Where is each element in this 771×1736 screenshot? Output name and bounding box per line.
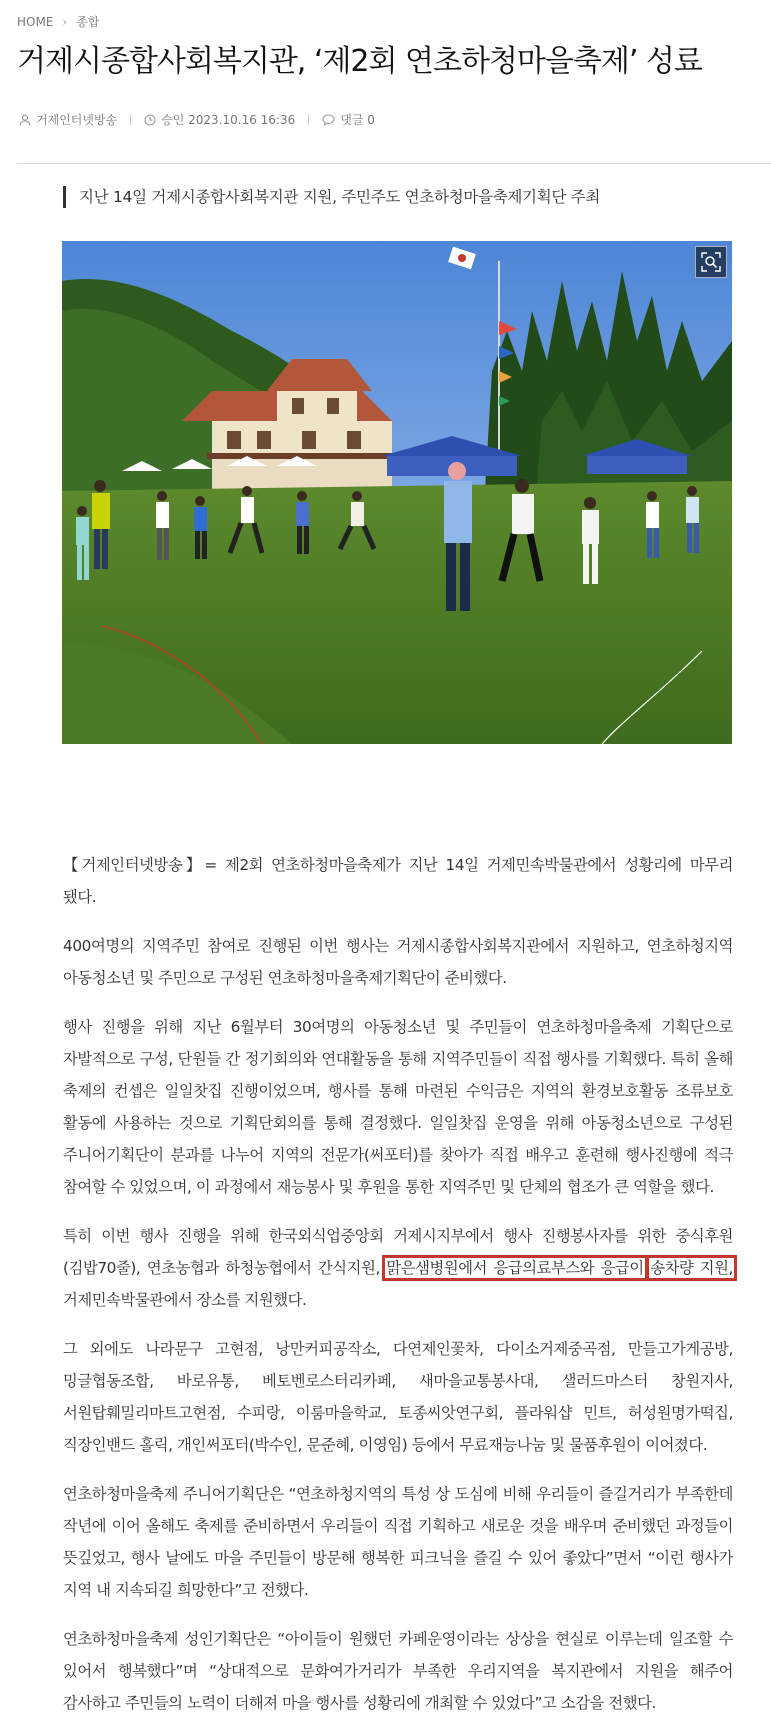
article-subtitle: 지난 14일 거제시종합사회복지관 지원, 주민주도 연초하청마을축제기획단 주최	[63, 186, 600, 208]
paragraph-text: 거제민속박물관에서 장소를 지원했다.	[63, 1291, 307, 1309]
author-meta	[19, 111, 117, 128]
article-paragraph: 【거제인터넷방송】= 제2회 연초하청마을축제가 지난 14일 거제민속박물관에서 성황리에 마무리 됐다.	[63, 856, 733, 906]
user-icon	[19, 114, 31, 126]
article-title: 거제시종합사회복지관, ‘제2회 연초하청마을축제’ 성료	[17, 44, 702, 79]
breadcrumb	[17, 13, 99, 30]
image-zoom-button[interactable]	[695, 246, 727, 278]
highlighted-text: 송차량 지원,	[650, 1259, 733, 1277]
published-date: 승인 2023.10.16 16:36	[161, 113, 296, 127]
article-paragraph-highlighted	[63, 1220, 733, 1316]
breadcrumb-section-link[interactable]: 종합	[76, 15, 100, 29]
article-meta	[19, 111, 375, 128]
article-paragraph: 그 외에도 나라문구 고현점, 낭만커피공작소, 다연제인꽃차, 다이소거제중곡점, 만들고가게공방, 밍글협동조합, 바로유통, 베토벤로스터리카페, 새마을교통봉사대, 샐러드마스터 창원지사, 서원탑훼밀리마트고현점, 수피랑, 이룸마을학교, 토종씨앗연구회, 플라워샵 민트, 허성원명가떡집, 직장인밴드 홀릭, 개인써포터(박수인, 문준혜, 이영임) 등에서 무료재능나눔 및 물품후원이 이어졌다.	[63, 1340, 733, 1454]
speech-bubble-icon	[322, 114, 335, 126]
meta-divider	[130, 114, 131, 125]
comment-count[interactable]: 댓글 0	[340, 113, 375, 127]
article-paragraph: 400여명의 지역주민 참여로 진행된 이번 행사는 거제시종합사회복지관에서 지원하고, 연초하청지역 아동청소년 및 주민으로 구성된 연초하청마을축제기획단이 준비했다.	[63, 937, 733, 987]
author-name: 거제인터넷방송	[36, 113, 118, 127]
festival-photo-illustration	[62, 241, 732, 744]
breadcrumb-home-link[interactable]: HOME	[17, 14, 54, 29]
article-paragraph: 행사 진행을 위해 지난 6월부터 30여명의 아동청소년 및 주민들이 연초하청마을축제 기획단으로 자발적으로 구성, 단원들 간 정기회의와 연대활동을 통해 지역주민들이 직접 행사를 기획했다. 특히 올해 축제의 컨셉은 일일찻집 진행이었으며, 행사를 통해 마련된 수익금은 지역의 환경보호활동 조류보호 활동에 사용하는 것으로 기획단회의를 통해 결정했다. 일일찻집 운영을 위해 아동청소년으로 구성된 주니어기획단이 분과를 나누어 지역의 전문가(써포터)를 찾아가 직접 배우고 훈련해 행사진행에 적극 참여할 수 있었으며, 이 과정에서 재능봉사 및 후원을 통한 지역주민 및 단체의 협조가 큰 역할을 했다.	[63, 1018, 733, 1196]
comments-meta[interactable]	[322, 111, 375, 128]
highlighted-text: 맑은샘병원에서 응급의료부스와 응급이	[386, 1259, 644, 1277]
article-paragraph: 연초하청마을축제 성인기획단은 “아이들이 원했던 카페운영이라는 상상을 현실로 이루는데 일조할 수 있어서 행복했다”며 “상대적으로 문화여가거리가 부족한 우리지역을 복지관에서 지원을 해주어 감사하고 주민들의 노력이 더해져 마을 행사를 성황리에 개최할 수 있었다”고 소감을 전했다.	[63, 1630, 733, 1712]
header-divider	[17, 163, 771, 164]
meta-divider	[308, 114, 309, 125]
magnifier-icon	[701, 252, 721, 272]
clock-icon	[144, 114, 156, 126]
chevron-right-icon: ›	[62, 14, 68, 29]
article-paragraph: 연초하청마을축제 주니어기획단은 “연초하청지역의 특성 상 도심에 비해 우리들이 즐길거리가 부족한데 작년에 이어 올해도 축제를 준비하면서 우리들이 직접 기획하고 새로운 것을 배우며 준비했던 과정들이 뜻깊었고, 행사 날에도 마을 주민들이 방문해 행복한 피크닉을 즐길 수 있어 좋았다”면서 “이런 행사가 지역 내 지속되길 희망한다”고 전했다.	[63, 1485, 733, 1599]
article-body	[63, 849, 733, 1736]
date-meta	[144, 111, 295, 128]
article-photo[interactable]	[62, 241, 732, 744]
paragraph-text: 특히 이번 행사 진행을 위해 한국외식업중앙회 거제시지부에서 행사 진행봉사자를 위한 중식후원(김밥70줄), 연초농협과 하청농협에서 간식지원,	[63, 1227, 733, 1277]
